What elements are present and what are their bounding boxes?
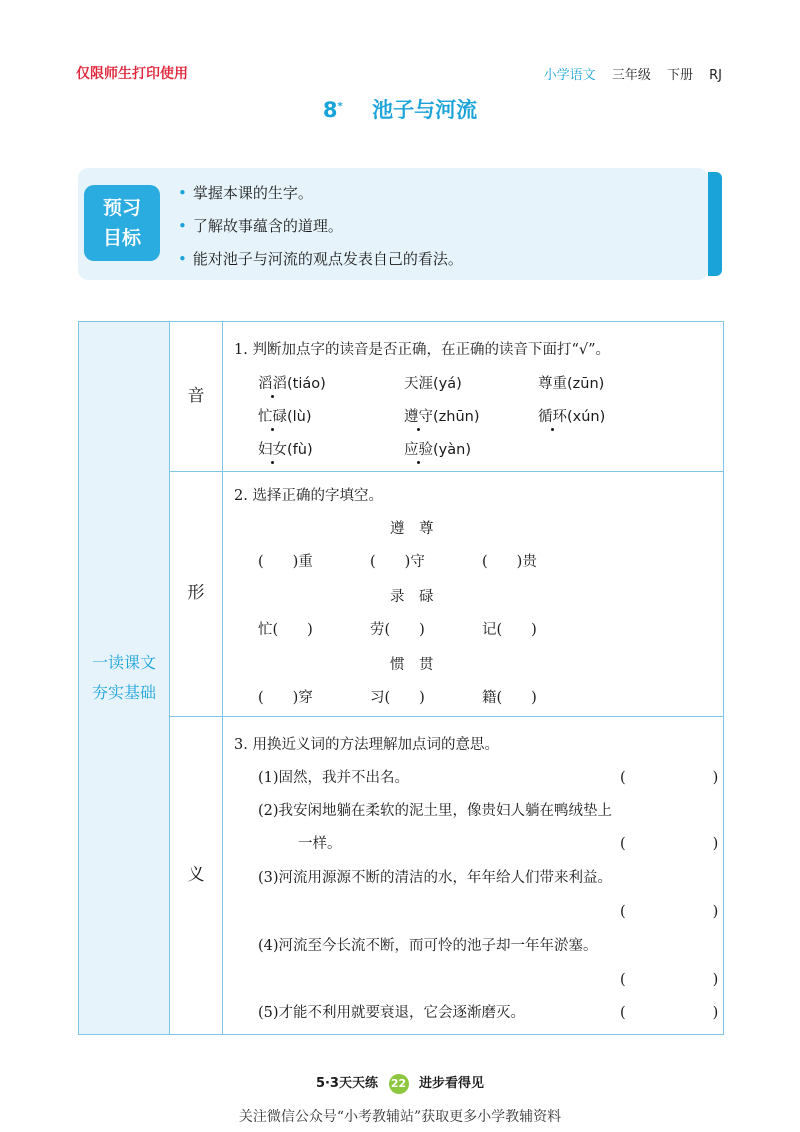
- goal-item: • 掌握本课的生字。: [178, 184, 313, 202]
- q3-sentence: (1)固然，我并不出名。: [258, 770, 410, 786]
- q1-item: 滔滔(tiáo): [258, 376, 326, 392]
- q3-sentence: (5)才能不利用就要衰退，它会逐渐磨灭。: [258, 1005, 526, 1021]
- q3-sentence: (3)河流用源源不断的清洁的水，年年给人们带来利益。: [258, 870, 613, 886]
- book-info: [544, 64, 722, 83]
- q3-sentence: (4)河流至今长流不断，而可怜的池子却一年年淤塞。: [258, 938, 598, 954]
- lesson-mark: *: [337, 101, 343, 112]
- q3-sentence: 一样。: [298, 836, 342, 852]
- q2-blank[interactable]: 记( ): [482, 622, 537, 638]
- q3-answer-blank[interactable]: ( ): [620, 972, 719, 988]
- q1-item: 遵守(zhūn): [404, 409, 480, 425]
- badge-line-2: 目标: [102, 227, 141, 249]
- edition-label: RJ: [709, 68, 722, 83]
- q1-item: 妇女(fù): [258, 442, 313, 458]
- grade-label: 三年级: [611, 68, 651, 83]
- q2-char-options: 录 碌: [390, 589, 434, 605]
- q2-char-options: 惯 贯: [390, 657, 434, 673]
- print-notice: 仅限师生打印使用: [76, 66, 188, 82]
- volume-label: 下册: [666, 68, 693, 83]
- q1-item: 循环(xún): [538, 409, 606, 425]
- q2-blank[interactable]: 习( ): [370, 690, 425, 706]
- q2-blank[interactable]: ( )穿: [258, 690, 313, 706]
- footer-brand: 5·3天天练: [315, 1076, 378, 1091]
- q2-prompt: 2. 选择正确的字填空。: [234, 488, 383, 504]
- bottom-note: 关注微信公众号“小考教辅站”获取更多小学教辅资料: [238, 1109, 562, 1125]
- q2-blank[interactable]: ( )重: [258, 554, 313, 570]
- badge-line-1: 预习: [102, 197, 141, 219]
- q2-blank[interactable]: 籍( ): [482, 690, 537, 706]
- subject-label: 小学语文: [543, 68, 596, 83]
- q2-blank[interactable]: ( )贵: [482, 554, 537, 570]
- q2-blank[interactable]: 劳( ): [370, 622, 425, 638]
- preview-goals-badge: [84, 185, 160, 261]
- goal-list: [178, 182, 463, 281]
- q3-answer-blank[interactable]: ( ): [620, 904, 719, 920]
- page-number: 22: [389, 1074, 409, 1094]
- q1-item: 忙碌(lù): [258, 409, 312, 425]
- footer-slogan: 进步看得见: [419, 1076, 485, 1091]
- page-footer: [0, 1072, 800, 1094]
- row-divider: [170, 716, 724, 717]
- q2-char-options: 遵 尊: [390, 521, 434, 537]
- lesson-name: 池子与河流: [372, 98, 478, 122]
- row-divider: [170, 471, 724, 472]
- q1-prompt: 1. 判断加点字的读音是否正确，在正确的读音下面打“√”。: [234, 342, 611, 358]
- q1-item: 天涯(yá): [404, 376, 462, 392]
- q3-prompt: 3. 用换近义词的方法理解加点词的意思。: [234, 737, 499, 753]
- q3-sentence: (2)我安闲地躺在柔软的泥土里，像贵妇人躺在鸭绒垫上: [258, 803, 613, 819]
- q1-item: 应验(yàn): [404, 442, 471, 458]
- q1-item: 尊重(zūn): [538, 376, 605, 392]
- goal-panel-tab: [708, 172, 722, 276]
- category-form: 形: [170, 471, 223, 716]
- goal-item: • 了解故事蕴含的道理。: [178, 217, 343, 235]
- q3-answer-blank[interactable]: ( ): [620, 1005, 719, 1021]
- lesson-number: 8: [322, 98, 338, 122]
- q2-blank[interactable]: ( )守: [370, 554, 425, 570]
- category-sound: 音: [170, 321, 223, 471]
- q3-answer-blank[interactable]: ( ): [620, 770, 719, 786]
- q3-answer-blank[interactable]: ( ): [620, 836, 719, 852]
- category-meaning: 义: [170, 716, 223, 1035]
- section-label: 一读课文 夯实基础: [91, 653, 156, 702]
- lesson-title: [0, 94, 800, 124]
- q2-blank[interactable]: 忙( ): [258, 622, 313, 638]
- goal-item: • 能对池子与河流的观点发表自己的看法。: [178, 250, 463, 268]
